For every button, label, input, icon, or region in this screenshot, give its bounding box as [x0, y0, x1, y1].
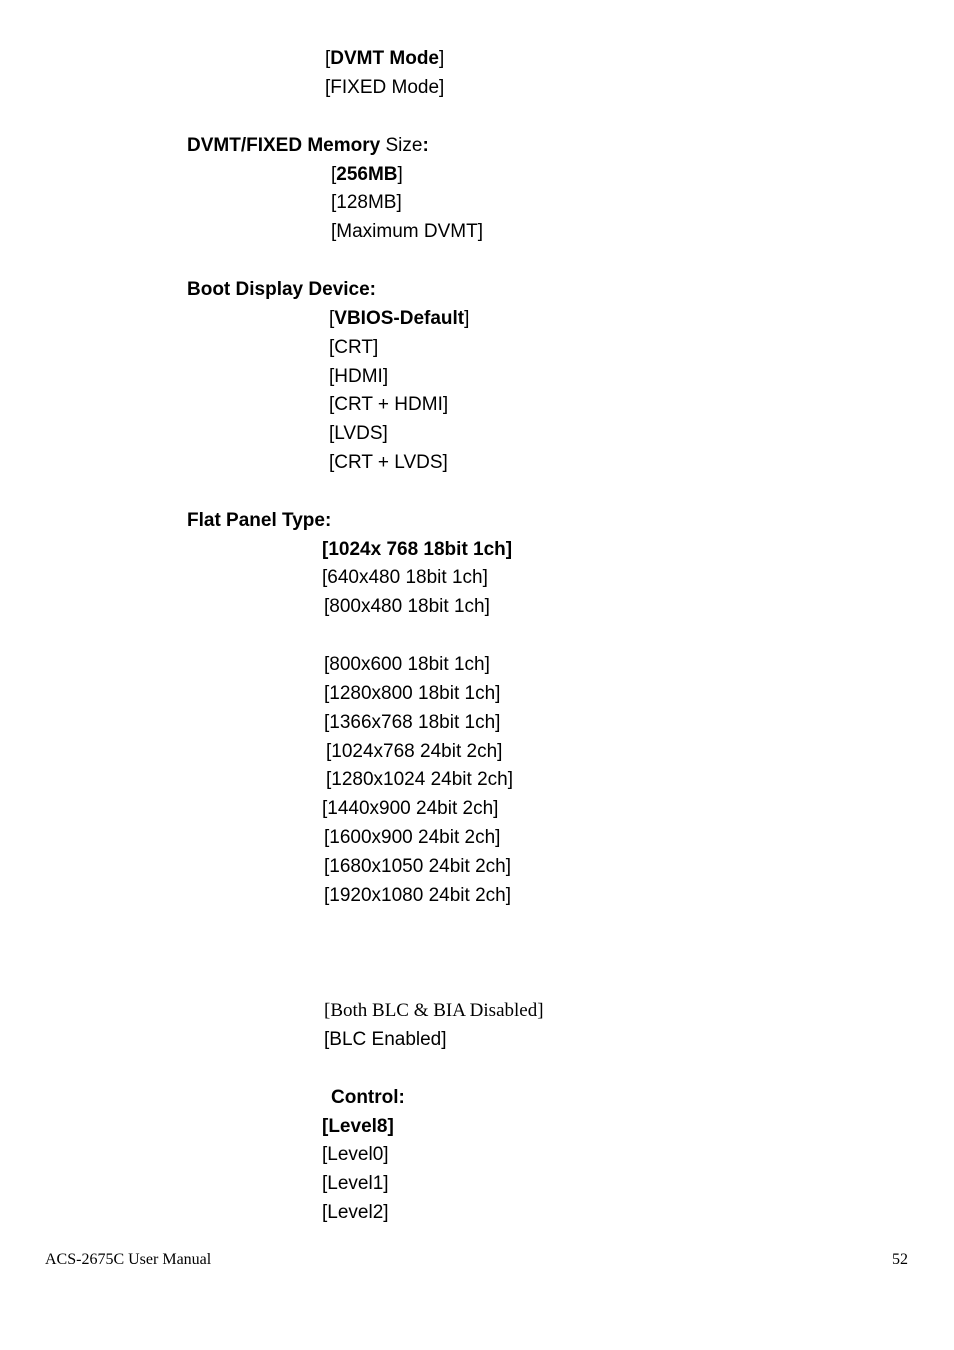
- heading-normal: Size: [380, 135, 423, 156]
- heading-boot-display: Boot Display Device:: [187, 279, 376, 300]
- option-flat-panel: [1440x900 24bit 2ch]: [322, 798, 499, 819]
- option-flat-panel: [1024x768 24bit 2ch]: [326, 741, 503, 762]
- option-flat-panel: [1366x768 18bit 1ch]: [324, 712, 501, 733]
- option-fixed-mode: [FIXED Mode]: [325, 77, 445, 98]
- option-both-blc-bia-disabled: [Both BLC & BIA Disabled]: [324, 1000, 544, 1021]
- option-hdmi: [HDMI]: [329, 366, 389, 387]
- bracket: ]: [397, 164, 403, 185]
- option-flat-panel: [1680x1050 24bit 2ch]: [324, 856, 511, 877]
- option-maximum-dvmt: [Maximum DVMT]: [331, 221, 483, 242]
- option-blc-enabled: [BLC Enabled]: [324, 1029, 447, 1050]
- option-128mb: [128MB]: [331, 192, 402, 213]
- option-flat-panel: [1600x900 24bit 2ch]: [324, 827, 501, 848]
- option-level: [Level0]: [322, 1144, 389, 1165]
- footer-page-number: 52: [892, 1251, 908, 1268]
- option-flat-panel: [1280x1024 24bit 2ch]: [326, 769, 513, 790]
- option-flat-panel: [800x480 18bit 1ch]: [324, 596, 490, 617]
- bracket: [: [331, 164, 337, 185]
- option-crt-hdmi: [CRT + HDMI]: [329, 394, 449, 415]
- bracket: [: [329, 308, 335, 329]
- default-value: VBIOS-Default: [334, 308, 465, 329]
- footer-manual-title: ACS-2675C User Manual: [45, 1251, 212, 1268]
- bracket: ]: [464, 308, 470, 329]
- heading-bold: DVMT/FIXED Memory: [187, 135, 381, 156]
- option-crt-lvds: [CRT + LVDS]: [329, 452, 448, 473]
- heading-memory-size: [187, 135, 429, 157]
- heading-colon: :: [422, 135, 429, 156]
- default-value: DVMT Mode: [330, 48, 439, 69]
- option-flat-panel: [1920x1080 24bit 2ch]: [324, 885, 511, 906]
- option-flat-panel: [640x480 18bit 1ch]: [322, 567, 488, 588]
- option-flat-panel: [800x600 18bit 1ch]: [324, 654, 490, 675]
- option-dvmt-mode: [325, 48, 444, 70]
- option-crt: [CRT]: [329, 337, 379, 358]
- option-256mb: [331, 164, 403, 186]
- bracket: [: [325, 48, 331, 69]
- option-vbios-default: [329, 308, 469, 330]
- option-flat-panel: [1280x800 18bit 1ch]: [324, 683, 501, 704]
- option-flat-panel-default: [1024x 768 18bit 1ch]: [322, 539, 513, 560]
- option-level: [Level1]: [322, 1173, 389, 1194]
- option-level: [Level2]: [322, 1202, 389, 1223]
- option-level-default: [Level8]: [322, 1116, 394, 1137]
- heading-control: Control:: [331, 1087, 405, 1108]
- option-lvds: [LVDS]: [329, 423, 388, 444]
- bracket: ]: [439, 48, 445, 69]
- heading-flat-panel: Flat Panel Type:: [187, 510, 332, 531]
- default-value: 256MB: [336, 164, 398, 185]
